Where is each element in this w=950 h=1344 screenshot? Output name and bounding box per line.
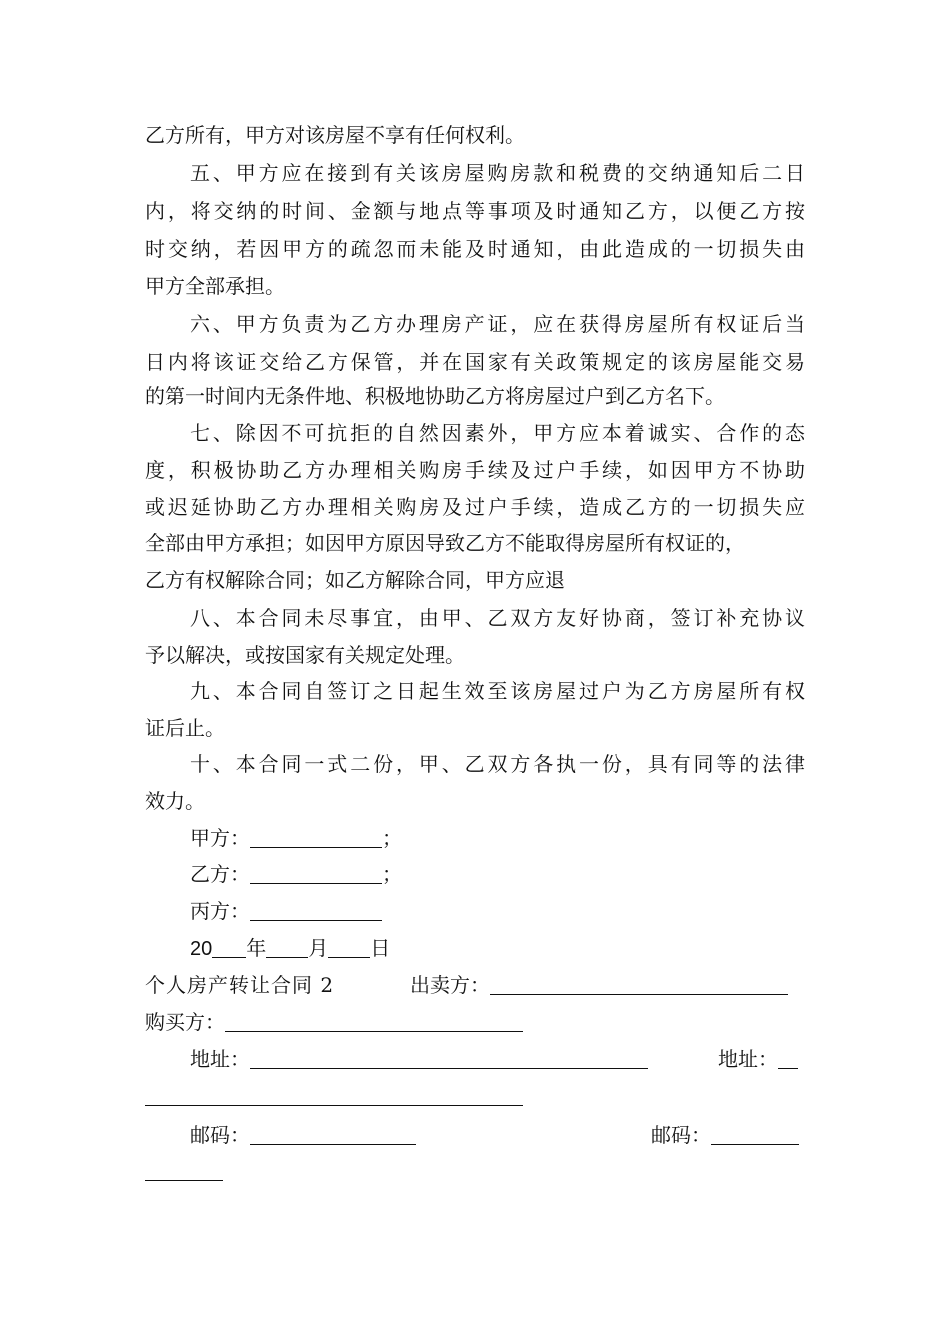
paragraph-line: 九、本合同自签订之日起生效至该房屋过户为乙方房屋所有权 [190, 679, 805, 703]
postcode-line [190, 1117, 805, 1153]
postcode-blank-2-continued[interactable] [145, 1158, 223, 1181]
paragraph-line: 内，将交纳的时间、金额与地点等事项及时通知乙方，以便乙方按 [145, 199, 805, 223]
paragraph-line: 效力。 [145, 789, 205, 813]
buyer-line [145, 1004, 805, 1040]
address-label: 地址： [190, 1047, 250, 1071]
postcode-field-2 [651, 1117, 799, 1153]
postcode-label: 邮码： [190, 1123, 250, 1147]
party-a-label: 甲方： [190, 826, 250, 850]
paragraph-line: 十、本合同一式二份，甲、乙双方各执一份，具有同等的法律 [190, 752, 805, 776]
seller-label: 出卖方： [410, 973, 490, 997]
postcode-blank-2[interactable] [711, 1122, 799, 1145]
buyer-blank[interactable] [225, 1009, 523, 1032]
paragraph-line: 乙方所有，甲方对该房屋不享有任何权利。 [145, 123, 525, 147]
signature-party-b [190, 856, 805, 892]
address-continuation-line [145, 1078, 805, 1114]
contract2-title: 个人房产转让合同 2 [145, 973, 335, 997]
address-field-2 [718, 1041, 798, 1077]
paragraph-line: 或迟延协助乙方办理相关购房及过户手续，造成乙方的一切损失应 [145, 495, 805, 519]
postcode-continuation-line [145, 1153, 805, 1189]
signature-party-c [190, 893, 805, 929]
paragraph-line: 予以解决，或按国家有关规定处理。 [145, 643, 465, 667]
party-a-end: ； [382, 826, 402, 850]
paragraph-line: 时交纳，若因甲方的疏忽而未能及时通知，由此造成的一切损失由 [145, 237, 805, 261]
postcode-blank[interactable] [250, 1122, 416, 1145]
signature-party-a [190, 820, 805, 856]
paragraph-line: 乙方有权解除合同；如乙方解除合同，甲方应退 [145, 568, 565, 592]
address-blank[interactable] [250, 1046, 648, 1069]
paragraph-line: 证后止。 [145, 716, 225, 740]
party-b-label: 乙方： [190, 862, 250, 886]
party-a-blank[interactable] [250, 825, 382, 848]
year-label: 年 [246, 936, 267, 960]
paragraph-line: 日内将该证交给乙方保管，并在国家有关政策规定的该房屋能交易 [145, 350, 805, 374]
paragraph-line: 六、甲方负责为乙方办理房产证，应在获得房屋所有权证后当 [190, 312, 805, 336]
address-line [190, 1041, 805, 1077]
postcode-label-2: 邮码： [651, 1123, 711, 1147]
date-prefix: 20 [190, 938, 213, 960]
party-b-end: ； [382, 862, 402, 886]
paragraph-line: 度，积极协助乙方办理相关购房手续及过户手续，如因甲方不协助 [145, 458, 805, 482]
day-label: 日 [370, 936, 391, 960]
seller-blank[interactable] [490, 972, 788, 995]
address-label-2: 地址： [718, 1047, 778, 1071]
paragraph-line: 的第一时间内无条件地、积极地协助乙方将房屋过户到乙方名下。 [145, 384, 725, 408]
paragraph-line: 全部由甲方承担；如因甲方原因导致乙方不能取得房屋所有权证的， [145, 531, 745, 555]
paragraph-line: 八、本合同未尽事宜，由甲、乙双方友好协商，签订补充协议 [190, 606, 805, 630]
paragraph-line: 七、除因不可抗拒的自然因素外，甲方应本着诚实、合作的态 [190, 421, 805, 445]
month-label: 月 [308, 936, 329, 960]
party-c-label: 丙方： [190, 899, 250, 923]
paragraph-line: 甲方全部承担。 [145, 274, 285, 298]
contract2-title-line [145, 967, 805, 1003]
year-blank[interactable] [212, 935, 246, 958]
address-blank-2[interactable] [778, 1046, 798, 1069]
address-blank-2-continued[interactable] [145, 1083, 523, 1106]
party-b-blank[interactable] [250, 861, 382, 884]
day-blank[interactable] [328, 935, 370, 958]
party-c-blank[interactable] [250, 898, 382, 921]
seller-field [410, 967, 788, 1003]
month-blank[interactable] [266, 935, 308, 958]
paragraph-line: 五、甲方应在接到有关该房屋购房款和税费的交纳通知后二日 [190, 161, 805, 185]
buyer-label: 购买方： [145, 1010, 225, 1034]
date-line [190, 930, 805, 966]
